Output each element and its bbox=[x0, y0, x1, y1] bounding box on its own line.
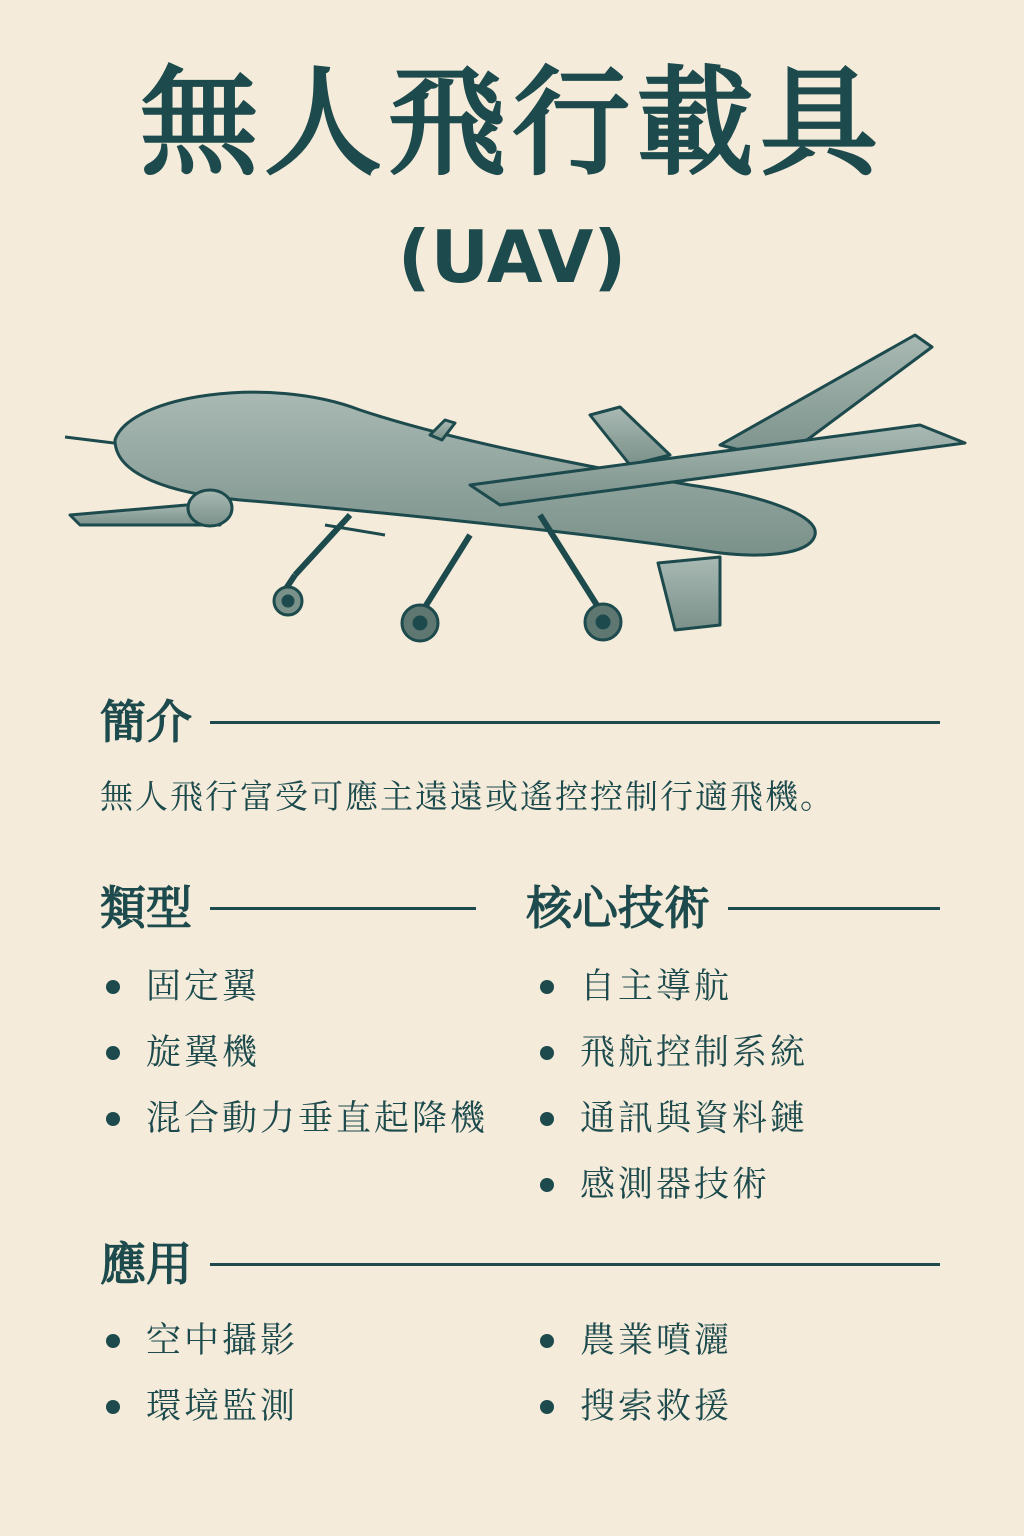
list-item: 環境監測 bbox=[100, 1374, 298, 1440]
intro-text: 無人飛行富受可應主遠遠或遙控控制行適飛機。 bbox=[100, 777, 835, 816]
applications-list-left bbox=[100, 1308, 298, 1440]
list-item: 飛航控制系統 bbox=[534, 1020, 808, 1086]
list-item: 空中攝影 bbox=[100, 1308, 298, 1374]
types-heading-label: 類型 bbox=[100, 881, 192, 935]
drone-icon bbox=[60, 325, 980, 660]
types-list bbox=[100, 954, 488, 1152]
list-item: 農業噴灑 bbox=[534, 1308, 732, 1374]
list-item: 固定翼 bbox=[100, 954, 488, 1020]
intro-heading-label: 簡介 bbox=[100, 695, 192, 749]
applications-heading-label: 應用 bbox=[100, 1237, 192, 1291]
list-item: 自主導航 bbox=[534, 954, 808, 1020]
list-item: 通訊與資料鏈 bbox=[534, 1086, 808, 1152]
divider bbox=[728, 907, 940, 910]
page-subtitle: (UAV) bbox=[397, 215, 627, 299]
divider bbox=[210, 907, 476, 910]
divider bbox=[210, 721, 940, 724]
list-item: 混合動力垂直起降機 bbox=[100, 1086, 488, 1152]
types-heading bbox=[100, 878, 476, 938]
tech-heading bbox=[526, 878, 940, 938]
page-title: 無人飛行載具 bbox=[139, 54, 884, 192]
applications-heading bbox=[100, 1234, 940, 1294]
list-item: 旋翼機 bbox=[100, 1020, 488, 1086]
list-item: 感測器技術 bbox=[534, 1152, 808, 1218]
list-item: 搜索救援 bbox=[534, 1374, 732, 1440]
applications-list-right bbox=[534, 1308, 732, 1440]
intro-heading bbox=[100, 692, 940, 752]
tech-heading-label: 核心技術 bbox=[526, 881, 710, 935]
tech-list bbox=[534, 954, 808, 1218]
divider bbox=[210, 1263, 940, 1266]
